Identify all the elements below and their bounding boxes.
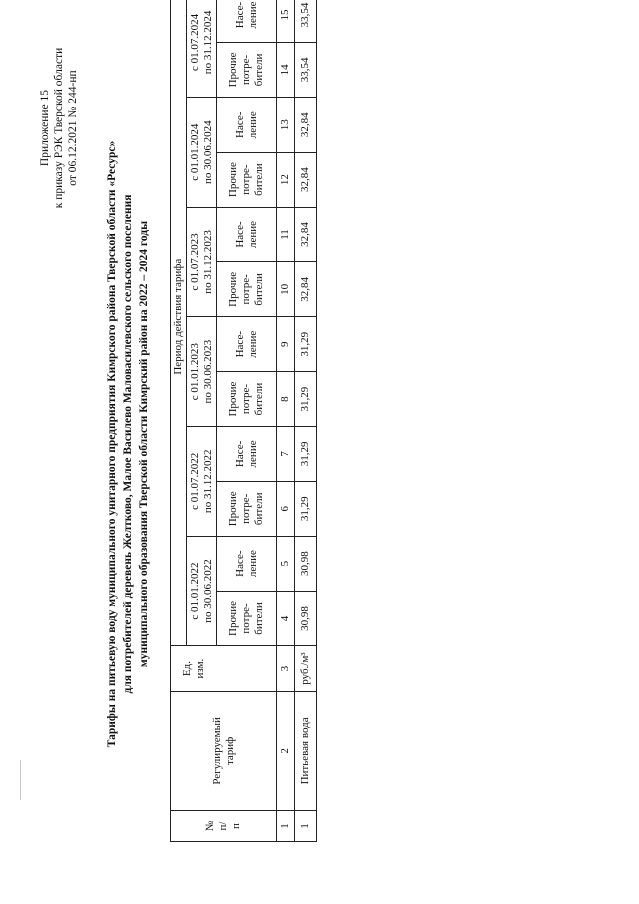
sub-other-2: Прочие потре- бители xyxy=(217,481,277,536)
col-number: 2 xyxy=(277,691,295,810)
period-4: с 01.07.2023 по 31.12.2023 xyxy=(187,207,217,317)
tariff-value: 32,84 xyxy=(295,207,317,262)
col-number: 8 xyxy=(277,372,295,427)
tariff-value: 31,29 xyxy=(295,372,317,427)
col-number: 14 xyxy=(277,42,295,97)
appendix-header xyxy=(38,28,80,228)
appendix-line-2: к приказу РЭК Тверской области xyxy=(53,47,65,209)
sub-population-1: Насе- ление xyxy=(217,536,277,591)
col-number: 15 xyxy=(277,0,295,42)
col-number: 3 xyxy=(277,646,295,691)
sub-other-3: Прочие потре- бители xyxy=(217,372,277,427)
col-number: 4 xyxy=(277,591,295,646)
tariff-value: 33,54 xyxy=(295,42,317,97)
header-no: № п/ п xyxy=(171,811,277,842)
sub-other-1: Прочие потре- бители xyxy=(217,591,277,646)
sub-other-6: Прочие потре- бители xyxy=(217,42,277,97)
row-unit: руб./м³ xyxy=(295,646,317,691)
sub-population-5: Насе- ление xyxy=(217,97,277,152)
header-tariff: Регулируемый тариф xyxy=(171,691,277,810)
col-number: 7 xyxy=(277,426,295,481)
document-title xyxy=(104,54,152,834)
col-number: 10 xyxy=(277,262,295,317)
sub-population-3: Насе- ление xyxy=(217,317,277,372)
tariff-value: 33,54 xyxy=(295,0,317,42)
tariff-value: 31,29 xyxy=(295,426,317,481)
col-number: 9 xyxy=(277,317,295,372)
title-line-3: муниципального образования Тверской области Кимрский район на 2022 – 2024 годы xyxy=(138,220,150,668)
col-number: 11 xyxy=(277,207,295,262)
sub-population-6: Насе- ление xyxy=(217,0,277,42)
period-5: с 01.01.2024 по 30.06.2024 xyxy=(187,97,217,207)
title-line-1: Тарифы на питьевую воду муниципального унитарного предприятия Кимрского района Тверской области «Ресурс» xyxy=(106,140,118,748)
period-6: с 01.07.2024 по 31.12.2024 xyxy=(187,0,217,97)
tariff-table xyxy=(170,0,317,842)
col-number: 1 xyxy=(277,811,295,842)
appendix-line-1: Приложение 15 xyxy=(39,89,51,167)
row-no: 1 xyxy=(295,811,317,842)
sub-other-4: Прочие потре- бители xyxy=(217,262,277,317)
title-line-2: для потребителей деревень Желтково, Малое Василево Маловасилевского сельского поселения xyxy=(122,194,134,694)
period-3: с 01.01.2023 по 30.06.2023 xyxy=(187,317,217,427)
period-1: с 01.01.2022 по 30.06.2022 xyxy=(187,536,217,646)
sub-other-5: Прочие потре- бители xyxy=(217,152,277,207)
header-unit: Ед. изм. xyxy=(171,646,277,691)
tariff-value: 30,98 xyxy=(295,591,317,646)
sub-population-2: Насе- ление xyxy=(217,426,277,481)
col-number: 13 xyxy=(277,97,295,152)
period-2: с 01.07.2022 по 31.12.2022 xyxy=(187,426,217,536)
header-row-1 xyxy=(171,0,187,842)
tariff-value: 32,84 xyxy=(295,152,317,207)
col-number: 6 xyxy=(277,481,295,536)
tariff-value: 32,84 xyxy=(295,97,317,152)
column-number-row xyxy=(277,0,295,842)
scan-artifact xyxy=(20,760,21,800)
sub-population-4: Насе- ление xyxy=(217,207,277,262)
header-period: Период действия тарифа xyxy=(171,0,187,646)
table-row xyxy=(295,0,317,842)
row-tariff: Питьевая вода xyxy=(295,691,317,810)
col-number: 5 xyxy=(277,536,295,591)
appendix-line-3: от 06.12.2021 № 244-нп xyxy=(67,70,79,186)
col-number: 12 xyxy=(277,152,295,207)
tariff-value: 32,84 xyxy=(295,262,317,317)
tariff-value: 31,29 xyxy=(295,317,317,372)
tariff-value: 31,29 xyxy=(295,481,317,536)
tariff-value: 30,98 xyxy=(295,536,317,591)
